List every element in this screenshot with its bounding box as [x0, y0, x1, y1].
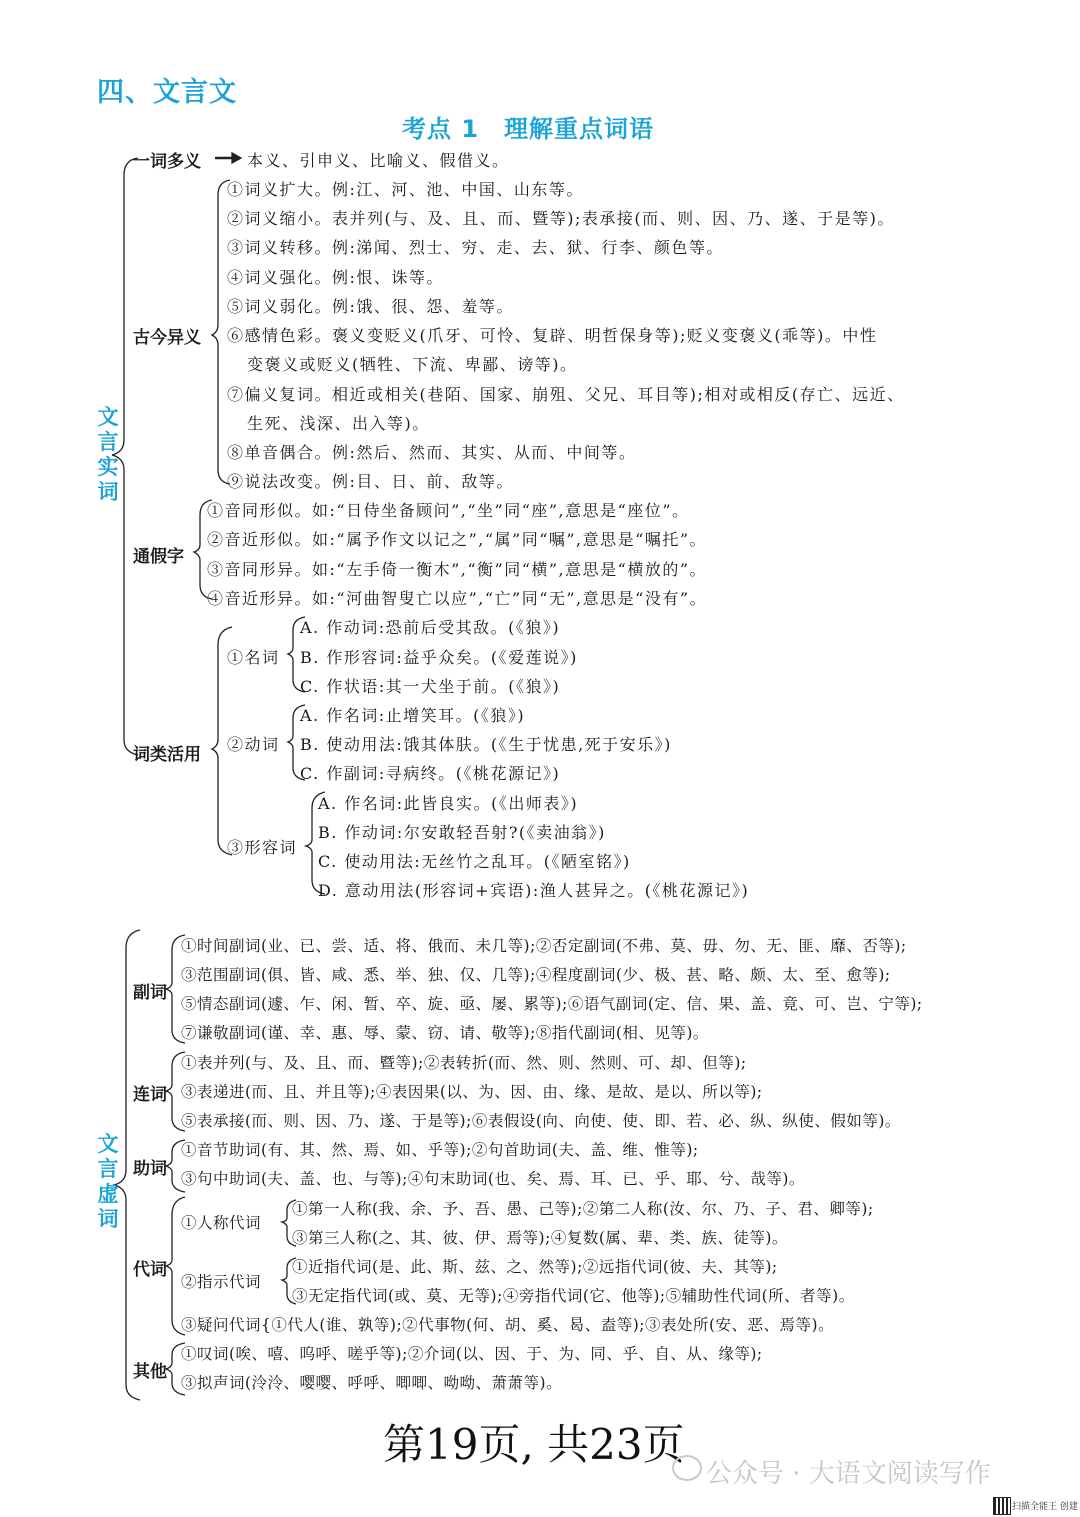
cilei-verb-item: A. 作名词:止增笑耳。(《狼》) — [300, 706, 526, 725]
label-zhuci: 助词 — [133, 1159, 167, 1179]
cilei-noun-item: C. 作状语:其一犬坐于前。(《狼》) — [300, 677, 561, 696]
gujin-item: ⑥感情色彩。褒义变贬义(爪牙、可怜、复辟、明哲保身等);贬义变褒义(乖等)。中性 — [227, 326, 878, 345]
tongjia-item: ②音近形似。如:“属予作文以记之”,“属”同“嘱”,意思是“嘱托”。 — [207, 530, 708, 549]
zhuci-item: ①音节助词(有、其、然、焉、如、乎等);②句首助词(夫、盖、维、惟等); — [181, 1141, 699, 1159]
daici-demonstrative-label: ②指示代词 — [181, 1273, 262, 1291]
cilei-adj-label: ③形容词 — [227, 838, 298, 857]
daici-personal-item: ①第一人称(我、余、予、吾、愚、己等);②第二人称(汝、尔、乃、子、君、卿等); — [292, 1200, 874, 1218]
page-number-footer: 第19页, 共23页 — [383, 1420, 685, 1469]
wechat-icon — [672, 1455, 702, 1481]
gujin-item: ②词义缩小。表并列(与、及、且、而、暨等);表承接(而、则、因、乃、遂、于是等)。 — [227, 209, 895, 228]
daici-personal-label: ①人称代词 — [181, 1214, 262, 1232]
gujin-item: ④词义强化。例:恨、诛等。 — [227, 268, 444, 287]
cilei-verb-item: C. 作副词:寻病终。(《桃花源记》) — [300, 764, 561, 783]
fuci-item: ③范围副词(俱、皆、咸、悉、举、独、仅、几等);④程度副词(少、极、甚、略、颇、太、至、愈等); — [181, 966, 891, 984]
label-fuci: 副词 — [133, 983, 167, 1003]
gujin-item: ⑧单音偶合。例:然后、然而、其实、从而、中间等。 — [227, 443, 637, 462]
daici-personal-item: ③第三人称(之、其、彼、伊、焉等);④复数(属、辈、类、族、徒等)。 — [292, 1229, 788, 1247]
qr-caption: 扫描全能王 创建 — [1012, 1502, 1078, 1512]
daici-demonstrative-item: ③无定指代词(或、莫、无等);④旁指代词(它、他等);⑤辅助性代词(所、者等)。 — [292, 1287, 855, 1305]
gujin-item: ③词义转移。例:涕闻、烈士、穷、走、去、狱、行李、颜色等。 — [227, 238, 724, 257]
label-cilei: 词类活用 — [133, 745, 201, 765]
gujin-item: ①词义扩大。例:江、河、池、中国、山东等。 — [227, 180, 584, 199]
gujin-item: 生死、浅深、出入等)。 — [247, 414, 430, 433]
qita-item: ①叹词(唉、嘻、呜呼、嗟乎等);②介词(以、因、于、为、同、乎、自、从、缘等); — [181, 1345, 763, 1363]
cilei-adj-item: B. 作动词:尔安敢轻吾射?(《卖油翁》) — [318, 823, 606, 842]
tongjia-item: ①音同形似。如:“日侍坐备顾问”,“坐”同“座”,意思是“座位”。 — [207, 501, 690, 520]
label-lianci: 连词 — [133, 1085, 167, 1105]
cilei-adj-item: A. 作名词:此皆良实。(《出师表》) — [318, 794, 579, 813]
qr-code-icon — [993, 1497, 1011, 1515]
fuci-item: ①时间副词(业、已、尝、适、将、俄而、未几等);②否定副词(不弗、莫、毋、勿、无、匪、靡、否等); — [181, 937, 907, 955]
fuci-item: ⑤情态副词(遽、乍、闲、暂、卒、旋、亟、屡、累等);⑥语气副词(定、信、果、盖、竟、可、岂、宁等); — [181, 995, 923, 1013]
cilei-noun-item: A. 作动词:恐前后受其敌。(《狼》) — [300, 618, 561, 637]
fuci-item: ⑦谦敬副词(谨、幸、惠、辱、蒙、窃、请、敬等);⑧指代副词(相、见等)。 — [181, 1024, 709, 1042]
tongjia-item: ③音同形异。如:“左手倚一衡木”,“衡”同“横”,意思是“横放的”。 — [207, 560, 708, 579]
label-daici: 代词 — [133, 1260, 167, 1280]
zhuci-item: ③句中助词(夫、盖、也、与等);④句末助词(也、矣、焉、耳、已、乎、耶、兮、哉等)。 — [181, 1170, 805, 1188]
subtitle: 考点 1 理解重点词语 — [402, 115, 655, 143]
cilei-verb-item: B. 使动用法:饿其体肤。(《生于忧患,死于安乐》) — [300, 735, 672, 754]
yiciduoyi-text: 本义、引申义、比喻义、假借义。 — [247, 151, 510, 170]
label-qita: 其他 — [133, 1362, 167, 1382]
vertical-label-shici: 文言实词 — [97, 405, 119, 504]
gujin-item: ⑦偏义复词。相近或相关(巷陌、国家、崩殂、父兄、耳目等);相对或相反(存亡、远近、 — [227, 385, 905, 404]
lianci-item: ③表递进(而、且、并且等);④表因果(以、为、因、由、缘、是故、是以、所以等); — [181, 1083, 763, 1101]
label-gujin: 古今异义 — [133, 328, 201, 348]
cilei-noun-label: ①名词 — [227, 648, 280, 667]
label-tongjia: 通假字 — [133, 547, 184, 567]
cilei-adj-item: C. 使动用法:无丝竹之乱耳。(《陋室铭》) — [318, 852, 631, 871]
lianci-item: ⑤表承接(而、则、因、乃、遂、于是等);⑥表假设(向、向使、使、即、若、必、纵、纵使、假如等)。 — [181, 1112, 901, 1130]
gujin-item: ⑨说法改变。例:目、日、前、敌等。 — [227, 472, 514, 491]
gujin-item: 变褒义或贬义(牺牲、下流、卑鄙、谤等)。 — [247, 355, 578, 374]
cilei-adj-item: D. 意动用法(形容词+宾语):渔人甚异之。(《桃花源记》) — [318, 881, 750, 900]
lianci-item: ①表并列(与、及、且、而、暨等);②表转折(而、然、则、然则、可、却、但等); — [181, 1054, 747, 1072]
daici-interrogative: ③疑问代词{①代人(谁、孰等);②代事物(何、胡、奚、曷、盍等);③表处所(安、恶、焉等)。 — [181, 1316, 835, 1334]
watermark-text: 公众号 · 大语文阅读写作 — [706, 1459, 991, 1489]
vertical-label-xuci: 文言虚词 — [97, 1132, 119, 1231]
qita-item: ③拟声词(泠泠、嘤嘤、呼呼、唧唧、呦呦、萧萧等)。 — [181, 1374, 563, 1392]
gujin-item: ⑤词义弱化。例:饿、很、怨、羞等。 — [227, 297, 514, 316]
cilei-noun-item: B. 作形容词:益乎众矣。(《爱莲说》) — [300, 648, 578, 667]
tongjia-item: ④音近形异。如:“河曲智叟亡以应”,“亡”同“无”,意思是“没有”。 — [207, 589, 708, 608]
section-title: 四、文言文 — [97, 77, 237, 108]
daici-demonstrative-item: ①近指代词(是、此、斯、兹、之、然等);②远指代词(彼、夫、其等); — [292, 1258, 778, 1276]
label-yiciduoyi: 一词多义 — [133, 152, 201, 172]
cilei-verb-label: ②动词 — [227, 735, 280, 754]
